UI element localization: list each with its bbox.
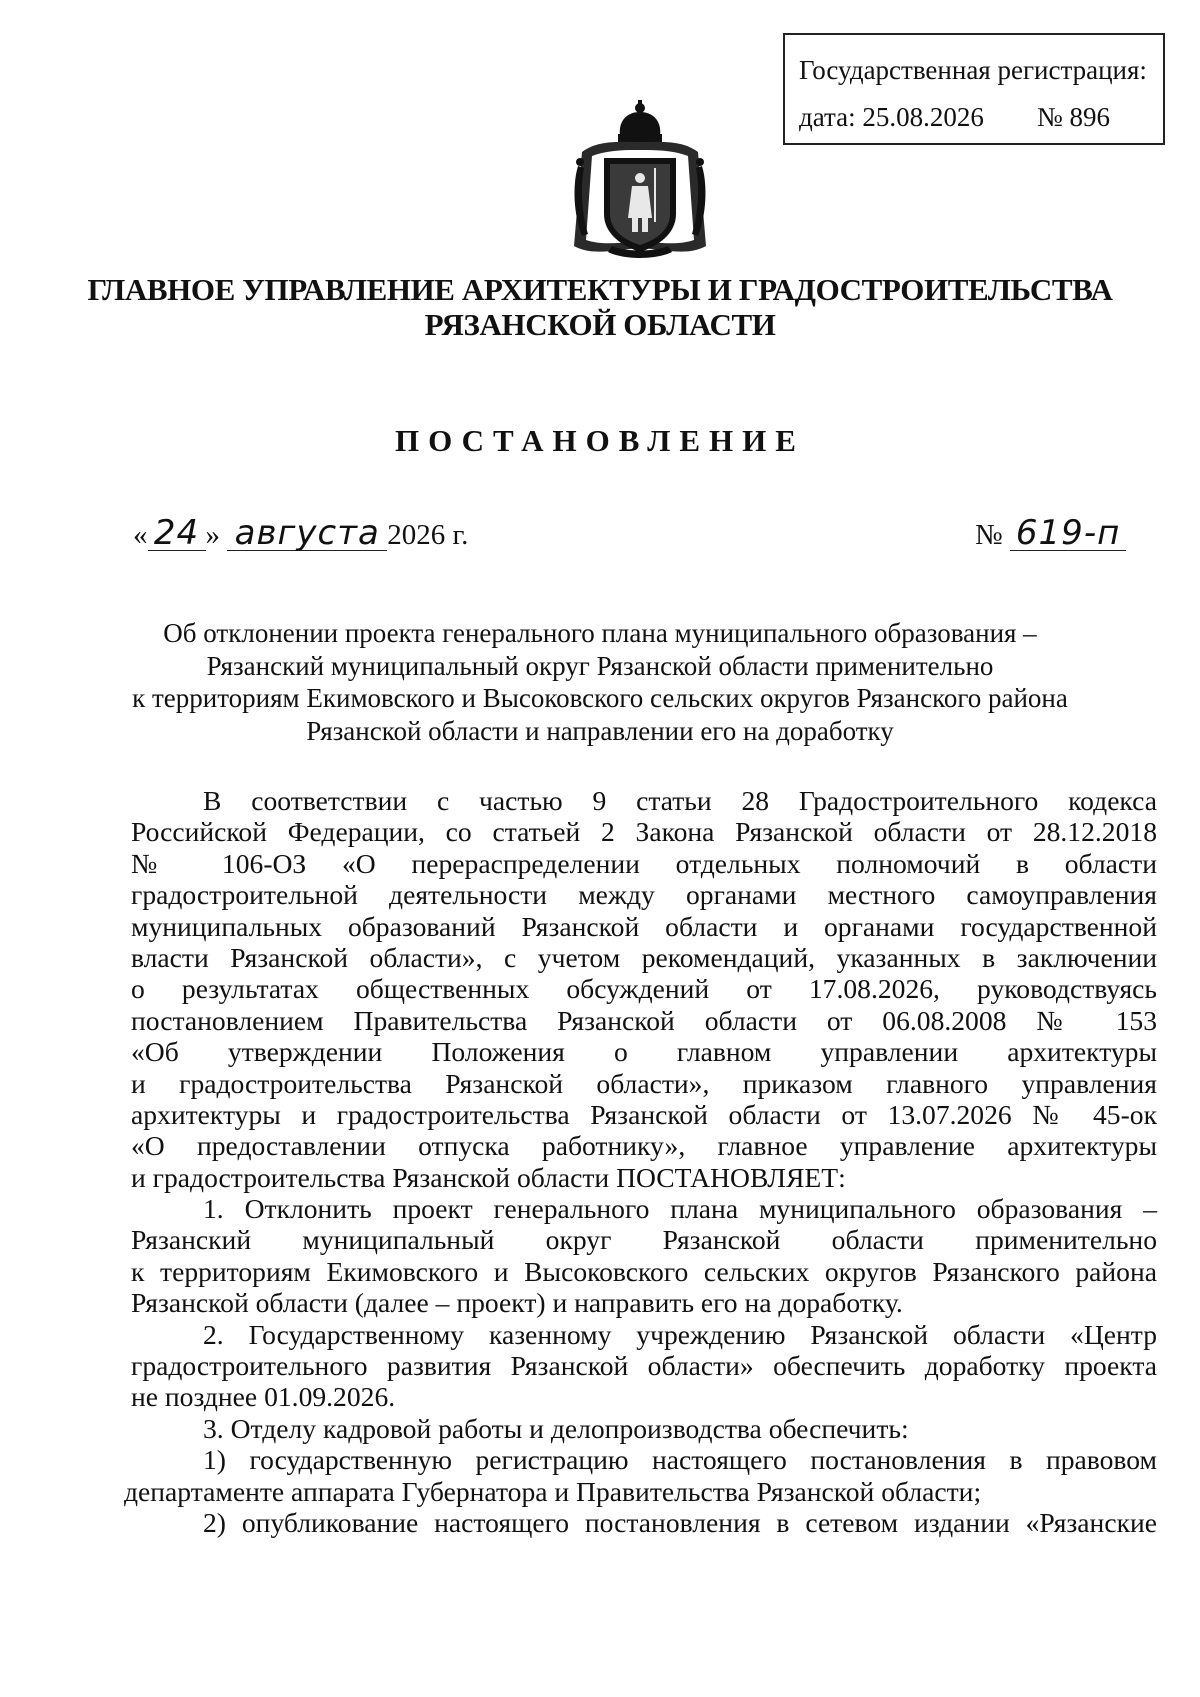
ryazan-coat-of-arms-icon	[568, 96, 712, 264]
preamble-line: о результатах общественных обсуждений от 17.08.2026, руководствуясь	[131, 973, 1157, 1005]
document-subject	[0, 617, 1200, 747]
registration-title: Государственная регистрация:	[799, 55, 1147, 85]
item3-2-line: 2) опубликование настоящего постановления в сетевом издании «Рязанские	[203, 1506, 1157, 1538]
date-open-quote: «	[133, 519, 148, 551]
subject-line: к территориям Екимовского и Высоковского сельских округов Рязанского района	[132, 683, 1068, 713]
item3-1-line: департаменте аппарата Губернатора и Правительства Рязанской области;	[124, 1475, 982, 1507]
date-month-handwritten: августа	[227, 516, 387, 551]
date-close-quote: »	[205, 519, 220, 551]
preamble-line: Российской Федерации, со статьей 2 Закона Рязанской области от 28.12.2018	[131, 816, 1157, 848]
preamble-line: власти Рязанской области», с учетом рекомендаций, указанных в заключении	[131, 941, 1157, 973]
registration-number: № 896	[1037, 102, 1111, 132]
number-handwritten: 619-п	[1010, 516, 1126, 551]
preamble-line: «О предоставлении отпуска работнику», главное управление архитектуры	[131, 1130, 1157, 1162]
subject-line: Рязанский муниципальный округ Рязанской области применительно	[206, 650, 994, 681]
document-date	[133, 513, 469, 553]
item1-line: Рязанский муниципальный округ Рязанской области применительно	[131, 1224, 1157, 1256]
document-type: ПОСТАНОВЛЕНИЕ	[395, 423, 805, 458]
preamble-line: № 106-ОЗ «О перераспределении отдельных полномочий в области	[131, 847, 1157, 879]
preamble-line: муниципальных образований Рязанской области и органами государственной	[131, 910, 1157, 942]
item3-line: 3. Отделу кадровой работы и делопроизводства обеспечить:	[203, 1412, 909, 1444]
preamble-line: архитектуры и градостроительства Рязанской области от 13.07.2026 № 45-ок	[131, 1098, 1157, 1130]
item1-line: к территориям Екимовского и Высоковского сельских округов Рязанского района	[131, 1255, 1157, 1287]
preamble-line: В соответствии с частью 9 статьи 28 Градостроительного кодекса	[203, 785, 1157, 816]
document-body	[124, 785, 1157, 1538]
preamble-line: и градостроительства Рязанской области ПОСТАНОВЛЯЕТ:	[131, 1161, 846, 1193]
item1-line: Рязанской области (далее – проект) и направить его на доработку.	[131, 1287, 903, 1319]
item2-line: 2. Государственному казенному учреждению Рязанской области «Центр	[203, 1318, 1157, 1350]
registration-stamp	[783, 33, 1165, 145]
item2-line: градостроительного развития Рязанской области» обеспечить доработку проекта	[131, 1350, 1157, 1382]
item1-line: 1. Отклонить проект генерального плана муниципального образования –	[203, 1193, 1157, 1225]
authority-name-line2: РЯЗАНСКОЙ ОБЛАСТИ	[424, 307, 776, 342]
preamble-line: и градостроительства Рязанской области», приказом главного управления	[131, 1067, 1157, 1099]
authority-name-line1: ГЛАВНОЕ УПРАВЛЕНИЕ АРХИТЕКТУРЫ И ГРАДОСТРОИТЕЛЬСТВА	[87, 272, 1113, 307]
item2-line: не позднее 01.09.2026.	[131, 1381, 396, 1413]
number-label: №	[975, 519, 1003, 551]
preamble-line: «Об утверждении Положения о главном управлении архитектуры	[131, 1036, 1157, 1068]
date-year: 2026 г.	[387, 519, 469, 551]
subject-line: Об отклонении проекта генерального плана муниципального образования –	[163, 618, 1037, 648]
date-day-handwritten: 24	[148, 516, 206, 551]
preamble-line: градостроительной деятельности между органами местного самоуправления	[131, 879, 1157, 911]
subject-line: Рязанской области и направлении его на доработку	[306, 715, 894, 746]
item3-1-line: 1) государственную регистрацию настоящего постановления в правовом	[203, 1444, 1157, 1476]
document-number	[975, 513, 1126, 553]
preamble-line: постановлением Правительства Рязанской области от 06.08.2008 № 153	[131, 1004, 1157, 1036]
registration-date: дата: 25.08.2026	[799, 102, 984, 132]
